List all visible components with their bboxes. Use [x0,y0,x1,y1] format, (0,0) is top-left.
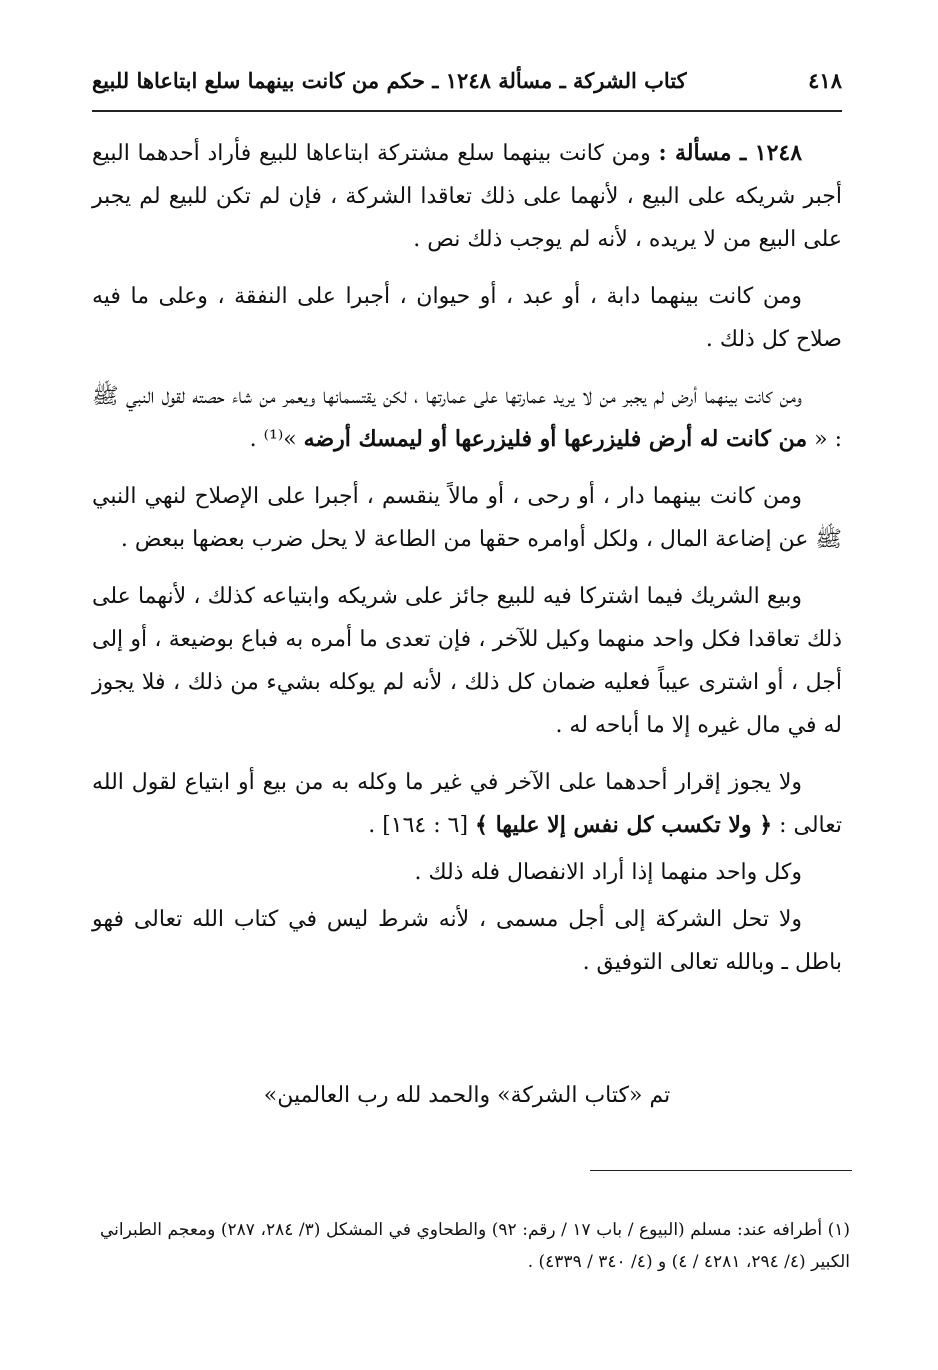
paragraph-house: ومن كانت بينهما دار ، أو رحى ، أو مالاً ينقسم ، أجبرا على الإصلاح لنهي النبي ﷺ عن إضاعة المال ، ولكل أوامره حقها من الطاعة لا يحل ضرب بعضها ببعض . [92,484,842,552]
paragraph-sale: وبيع الشريك فيما اشتركا فيه للبيع جائز على شريكه وابتياعه كذلك ، لأنهما على ذلك تعاقدا فكل واحد منهما وكيل للآخر ، فإن تعدى ما أمره به فباع بوضيعة ، أو إلى أجل ، أو اشترى عيباً فعليه ضمان كل ذلك ، لأنه لم يوكله بشيء من ذلك ، فلا يجوز له في مال غيره إلا ما أباحه له . [92,584,842,738]
paragraph-term: ولا تحل الشركة إلى أجل مسمى ، لأنه شرط ليس في كتاب الله تعالى فهو باطل ـ وبالله تعالى التوفيق . [92,907,842,975]
paragraph-text: ولا يجوز إقرار أحدهما على الآخر في غير ما وكله به من بيع أو ابتياع لقول الله تعالى : [92,770,842,838]
header-divider [92,110,842,112]
verse-reference: [٦ : ١٦٤] . [368,813,476,838]
page-number: ٤١٨ [808,67,842,93]
running-title: كتاب الشركة ـ مسألة ١٢٤٨ ـ حكم من كانت بينهما سلع ابتاعاها للبيع [92,67,687,93]
footnote-marker: »⁽¹⁾ . [249,427,304,452]
paragraph-text: ومن كانت بينهما سلع مشتركة ابتاعاها للبيع فأراد أحدهما البيع أجبر شريكه على البيع ، لأنهما على ذلك تعاقدا الشركة ، فإن لم تكن للبيع لم يجبر على البيع من لا يريده ، لأنه لم يوجب ذلك نص . [92,141,842,252]
paragraph-confession [92,761,842,847]
paragraph-animal: ومن كانت بينهما دابة ، أو عبد ، أو حيوان ، أجبرا على النفقة ، وعلى ما فيه صلاح كل ذلك . [92,284,842,352]
issue-label: ١٢٤٨ ـ مسألة : [658,140,803,166]
footnote-divider [590,1170,852,1171]
footnotes [100,1214,850,1278]
main-text [92,132,842,988]
paragraph-text: ومن كانت بينهما أرض لم يجبر من لا يريد عمارتها على عمارتها ، لكن يقتسمانها ويعمر من شاء حصته لقول النبي ﷺ : « [92,384,842,452]
footnote-1: (١) أطرافه عند: مسلم (البيوع / باب ١٧ / رقم: ٩٢) والطحاوي في المشكل (٣/ ٢٨٤، ٢٨٧) ومعجم الطبراني الكبير (٤/ ٢٩٤، ٤٢٨١ / ٤) و (٤/ ٣٤٠ / ٤٣٣٩) . [100,1220,851,1272]
quran-verse: ﴿ ولا تكسب كل نفس إلا عليها ﴾ [475,812,773,838]
book-closing: تم «كتاب الشركة» والحمد لله رب العالمين» [263,1083,671,1108]
paragraph-issue-1248 [92,132,842,261]
hadith-quote: من كانت له أرض فليزرعها أو فليزرعها أو ليمسك أرضه [303,426,808,452]
paragraph-separation: وكل واحد منهما إذا أراد الانفصال فله ذلك . [414,860,802,885]
page-header [92,60,842,100]
paragraph-land [92,375,842,461]
